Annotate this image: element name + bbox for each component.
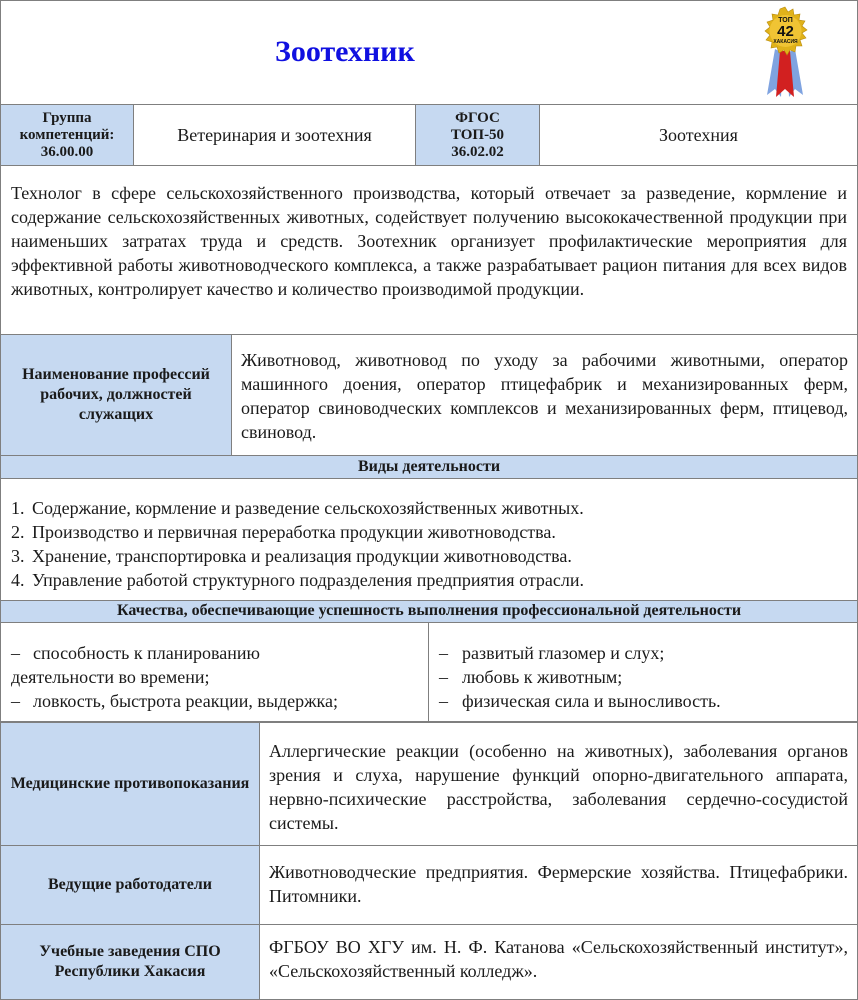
professions-label: Наименование профессий рабочих, должностей служащих (0, 334, 232, 456)
activity-item: 1. Содержание, кормление и разведение сельскохозяйственных животных. (11, 498, 584, 518)
competence-group-label-line2: компетенций: (19, 126, 115, 143)
activities-block (0, 478, 858, 601)
title-area (0, 0, 858, 104)
quality-item: – ловкость, быстрота реакции, выдержка; (11, 691, 338, 711)
employers-block (259, 845, 858, 925)
description-block (0, 165, 858, 335)
badge-region: ХАКАСИЯ (773, 39, 798, 45)
schools-label: Учебные заведения СПО Республики Хакасия (0, 924, 260, 1000)
fgos-label-line1: ФГОС (455, 109, 500, 126)
activity-item: 4. Управление работой структурного подразделения предприятия отрасли. (11, 570, 585, 590)
competence-group-label (0, 104, 134, 166)
fgos-code: 36.02.02 (451, 143, 504, 160)
professions-text: Животновод, животновод по уходу за рабочими животными, оператор машинного доения, оператор птицефабрик и механизированных ферм, оператор свиноводческих комплексов и механизированных ферм, птицевод, свиновод. (241, 350, 848, 442)
activities-list (1, 496, 857, 592)
schools-block (259, 924, 858, 1000)
qualities-right (428, 622, 858, 722)
contraindications-block (259, 722, 858, 846)
quality-item: – развитый глазомер и слух; (439, 643, 665, 663)
badge-top-text: ТОП (778, 17, 793, 24)
award-rosette-icon (753, 5, 817, 101)
quality-item: – любовь к животным; (439, 667, 623, 687)
activity-item: 2. Производство и первичная переработка продукции животноводства. (11, 522, 556, 542)
fgos-value: Зоотехния (539, 104, 858, 166)
competence-group-value: Ветеринария и зоотехния (133, 104, 416, 166)
quality-item: – способность к планированию (11, 643, 260, 663)
employers-text: Животноводческие предприятия. Фермерские хозяйства. Птицефабрики. Питомники. (269, 862, 848, 906)
page-title: Зоотехник (275, 35, 415, 68)
qualities-left (0, 622, 429, 722)
activity-item: 3. Хранение, транспортировка и реализация продукции животноводства. (11, 546, 572, 566)
fgos-label (415, 104, 540, 166)
professions-block (231, 334, 858, 456)
competence-group-code: 36.00.00 (40, 143, 94, 160)
contraindications-text: Аллергические реакции (особенно на животных), заболевания органов зрения и слуха, нарушение функций опорно-двигательного аппарата, нервно-психические расстройства, заболевания сердечно-сосудистой системы. (269, 741, 848, 833)
fgos-label-line2: ТОП-50 (450, 126, 505, 143)
contraindications-label: Медицинские противопоказания (0, 722, 260, 846)
badge-number: 42 (777, 23, 794, 40)
employers-label: Ведущие работодатели (0, 845, 260, 925)
schools-text: ФГБОУ ВО ХГУ им. Н. Ф. Катанова «Сельскохозяйственный институт», «Сельскохозяйственный колледж». (269, 937, 848, 981)
qualities-header: Качества, обеспечивающие успешность выполнения профессиональной деятельности (0, 600, 858, 623)
competence-group-label-line1: Группа (42, 109, 92, 126)
description-text: Технолог в сфере сельскохозяйственного производства, который отвечает за разведение, кормление и содержание сельскохозяйственных животных, содействует получению высококачественной продукции при наименьших затратах труда и средств. Зоотехник организует профилактические мероприятия для эффективной работы животноводческого комплекса, а также разрабатывает рацион питания для всех видов животных, контролирует качество и количество производимой продукции. (11, 183, 847, 299)
quality-item-continuation: деятельности во времени; (11, 667, 210, 687)
activities-header: Виды деятельности (0, 455, 858, 479)
quality-item: – физическая сила и выносливость. (439, 691, 721, 711)
